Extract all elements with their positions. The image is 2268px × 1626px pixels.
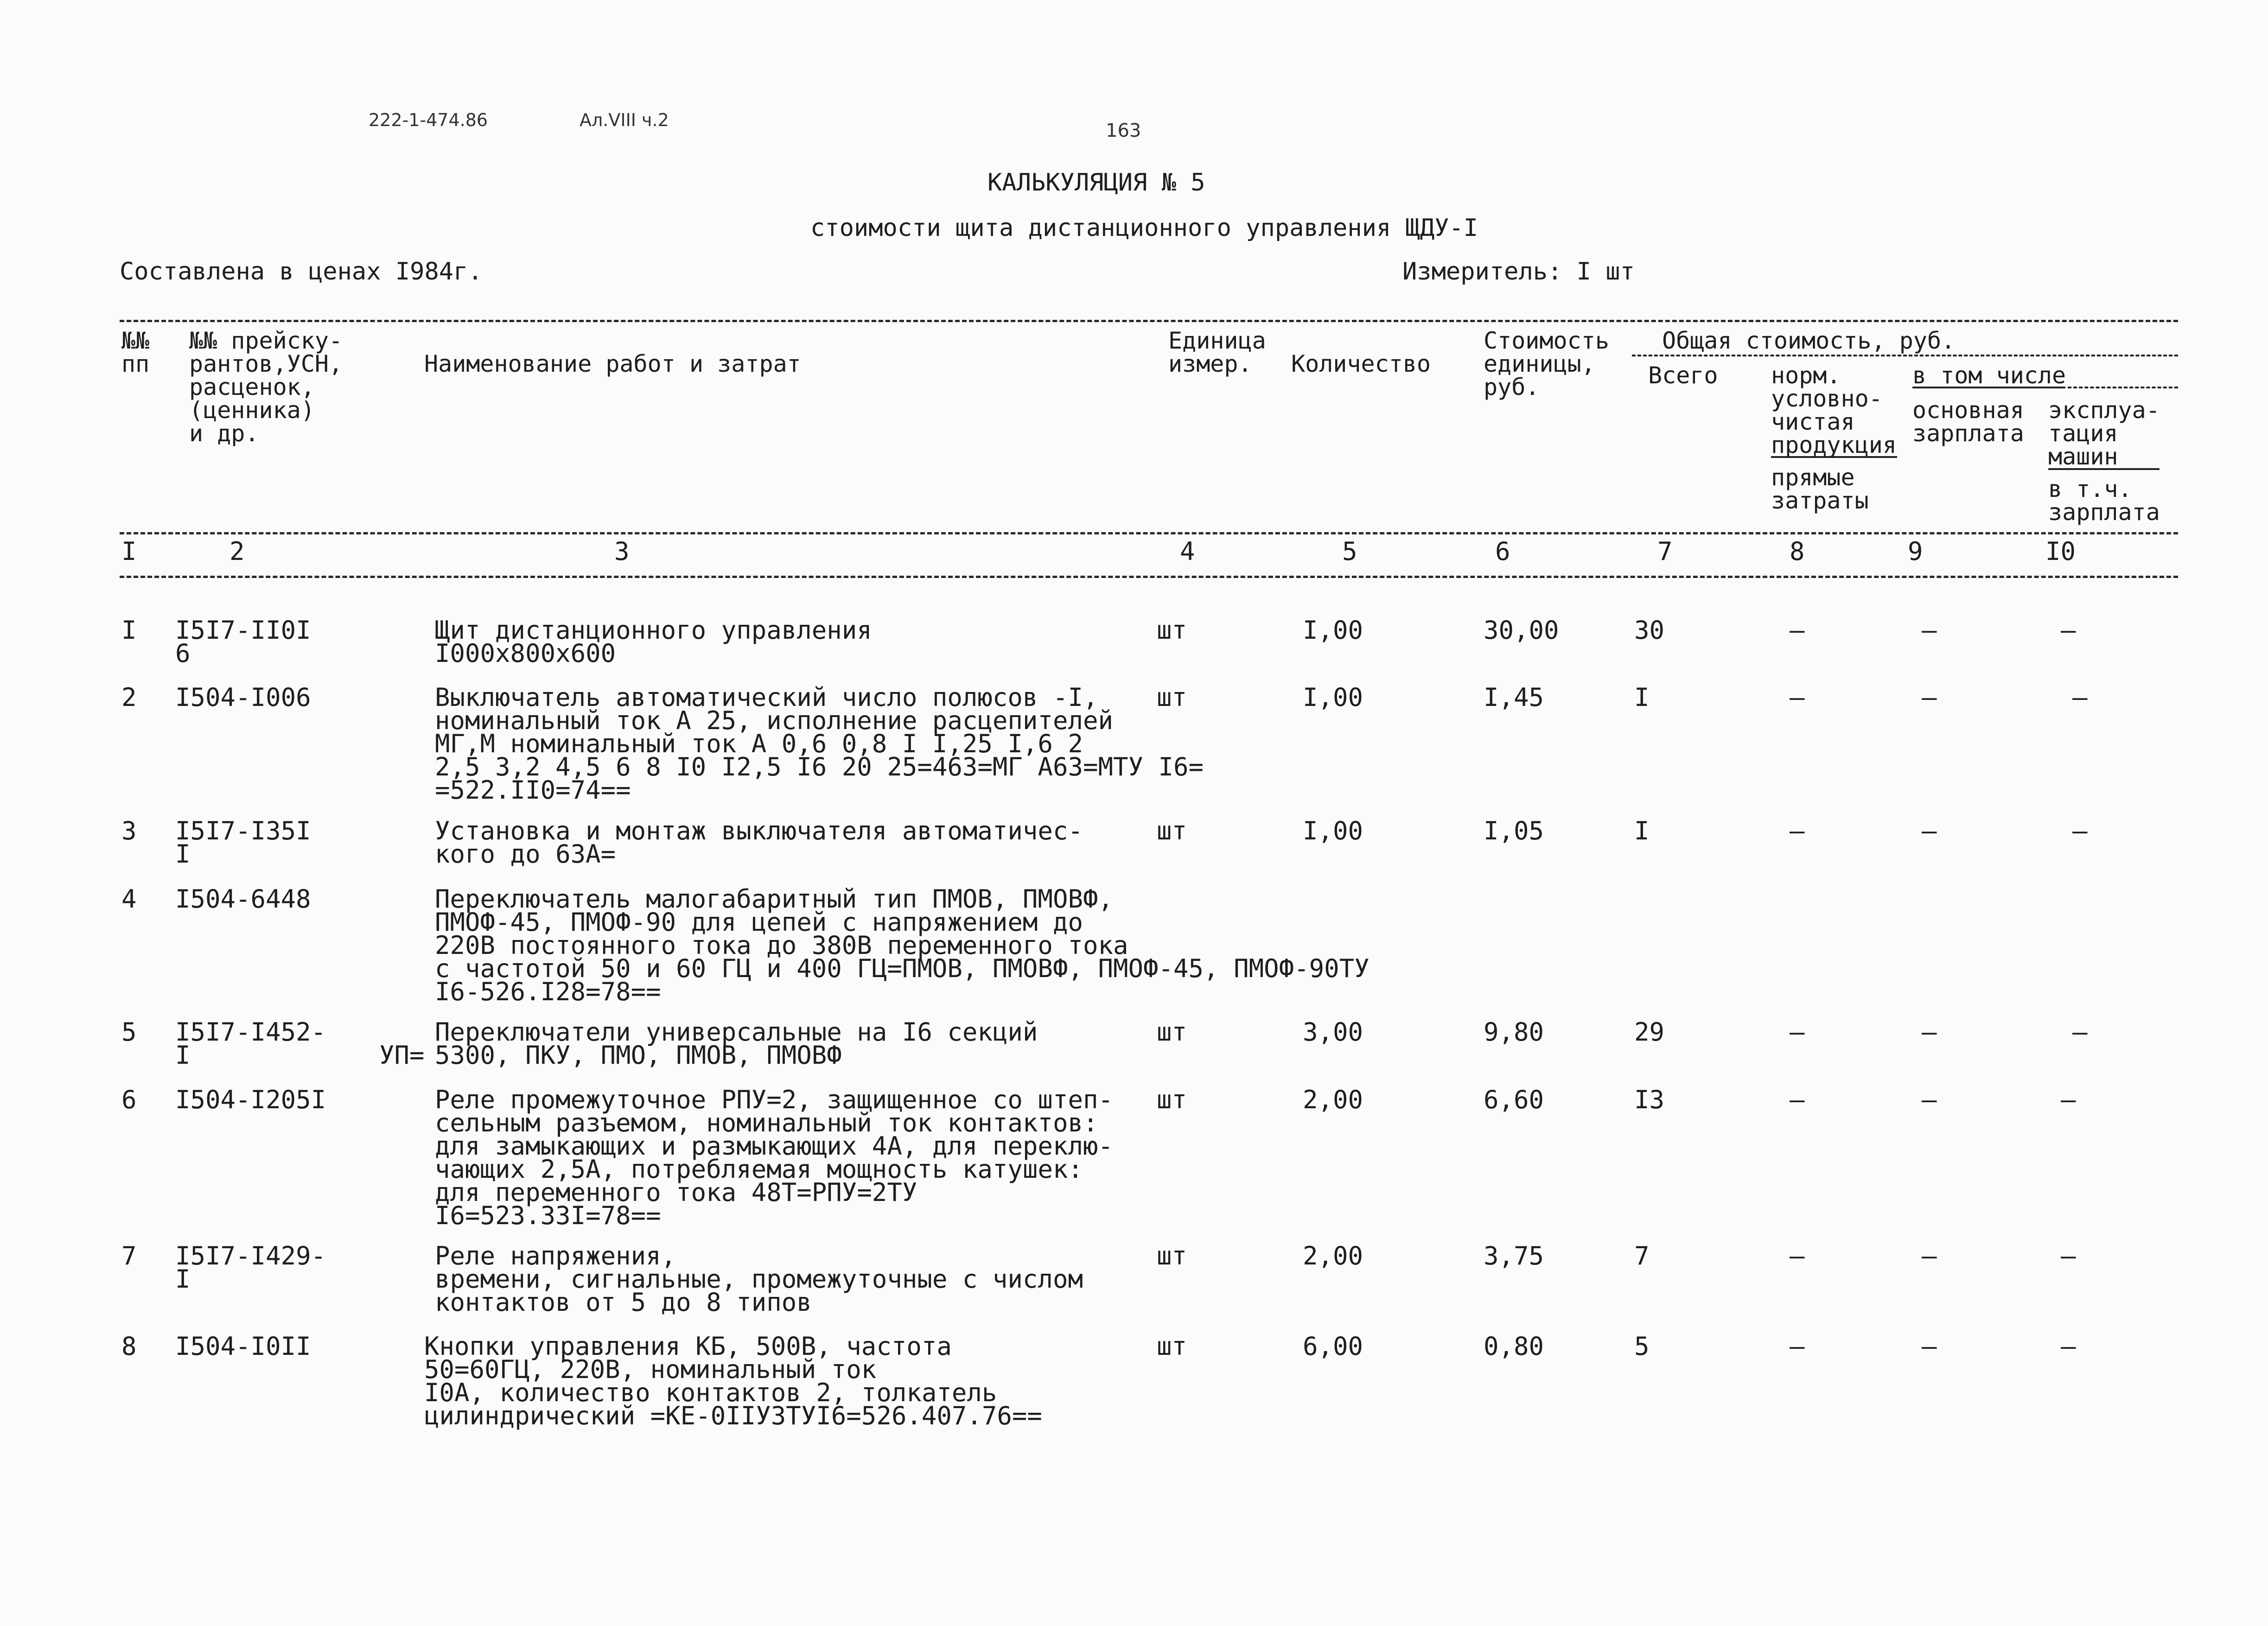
page-number: 163 <box>1106 120 1141 141</box>
row-number: 5 <box>121 1017 137 1047</box>
header-total-cost: Общая стоимость, руб. <box>1662 327 1956 354</box>
column-number: 2 <box>229 537 245 566</box>
unit-price: 0,80 <box>1484 1332 1544 1361</box>
row-number: 7 <box>121 1241 137 1270</box>
column-number: 8 <box>1790 537 1805 566</box>
work-name: Кнопки управления КБ, 500В, частота 50=60ГЦ, 220В, номинальный ток I0А, количество контактов 2, толкатель цилиндрический =КЕ-0IIУ3ТУI6=526.407.76== <box>424 1332 1042 1430</box>
document-subtitle: стоимости щита дистанционного управления ЩДУ-I <box>810 214 1478 242</box>
header-machine-wages: в т.ч. зарплата <box>2048 476 2160 526</box>
table-top-rule <box>120 320 2178 322</box>
including-rule <box>2068 387 2178 388</box>
including-underline <box>1912 387 2065 388</box>
quantity: 2,00 <box>1303 1085 1363 1114</box>
unit: шт <box>1157 616 1187 645</box>
unit: шт <box>1157 1241 1187 1270</box>
machine-operation: – <box>2061 616 2076 645</box>
row-number: 8 <box>121 1332 137 1361</box>
quantity: 3,00 <box>1303 1017 1363 1047</box>
quantity: 6,00 <box>1303 1332 1363 1361</box>
quantity: I,00 <box>1303 816 1363 845</box>
machine-operation: – <box>2072 816 2088 845</box>
norm-production: – <box>1790 1017 1805 1047</box>
base-wages: – <box>1922 683 1937 712</box>
quantity: 2,00 <box>1303 1241 1363 1270</box>
pricelist-code: I5I7-I429- I <box>175 1241 326 1294</box>
pricelist-code: I504-I006 <box>175 683 311 712</box>
pricelist-code: I5I7-II0I 6 <box>175 616 311 668</box>
header-total: Всего <box>1648 362 1718 389</box>
unit-price: I,05 <box>1484 816 1544 845</box>
document-heading: КАЛЬКУЛЯЦИЯ № 5 <box>987 169 1205 197</box>
total-cost: 5 <box>1634 1332 1650 1361</box>
column-number: 4 <box>1180 537 1195 566</box>
total-cost: 7 <box>1634 1241 1650 1270</box>
unit: шт <box>1157 683 1187 712</box>
header-including: в том числе <box>1912 362 2066 389</box>
header-norm-net-production: норм. условно- чистая продукция <box>1771 362 1897 458</box>
row-number: 6 <box>121 1085 137 1114</box>
base-wages: – <box>1922 1085 1937 1114</box>
total-cost: I3 <box>1634 1085 1665 1114</box>
pricelist-code: I5I7-I35I I <box>175 816 311 869</box>
unit: шт <box>1157 1017 1187 1047</box>
row-number: 4 <box>121 884 137 914</box>
column-number: 6 <box>1495 537 1510 566</box>
unit-price: 6,60 <box>1484 1085 1544 1114</box>
norm-production: – <box>1790 616 1805 645</box>
unit-price: 30,00 <box>1484 616 1559 645</box>
machine-operation: – <box>2061 1332 2076 1361</box>
header-quantity: Количество <box>1291 350 1431 377</box>
column-number: 5 <box>1342 537 1357 566</box>
unit: шт <box>1157 1085 1187 1114</box>
header-direct-costs: прямые затраты <box>1771 464 1869 514</box>
header-unit-price: Стоимость единицы, руб. <box>1484 327 1609 400</box>
total-cost: 29 <box>1634 1017 1665 1047</box>
header-bottom-rule <box>120 532 2178 534</box>
total-cost: 30 <box>1634 616 1665 645</box>
base-wages: – <box>1922 1332 1937 1361</box>
doc-code: 222-1-474.86 <box>369 110 488 130</box>
pricelist-code: I5I7-I452- I <box>175 1017 326 1070</box>
total-cost-rule <box>1632 355 2178 356</box>
base-wages: – <box>1922 1017 1937 1047</box>
unit: шт <box>1157 816 1187 845</box>
unit: шт <box>1157 1332 1187 1361</box>
unit-price: 3,75 <box>1484 1241 1544 1270</box>
work-name: Установка и монтаж выключателя автоматичес- кого до 63А= <box>435 816 1083 869</box>
row-number: 3 <box>121 816 137 845</box>
machine-operation: – <box>2061 1241 2076 1270</box>
column-number: I <box>121 537 137 566</box>
pricelist-code-suffix: УП= <box>379 1041 425 1070</box>
unit-price: I,45 <box>1484 683 1544 712</box>
pricelist-code: I504-6448 <box>175 884 311 914</box>
header-pricelist-codes: №№ прейску- рантов,УСН, расценок, (ценника) и др. <box>189 327 343 447</box>
column-number: 3 <box>614 537 630 566</box>
unit-price: 9,80 <box>1484 1017 1544 1047</box>
header-machine-operation: эксплуа- тация машин <box>2048 397 2160 470</box>
work-name: Щит дистанционного управления I000x800x600 <box>435 616 872 668</box>
column-number: 9 <box>1908 537 1923 566</box>
base-wages: – <box>1922 1241 1937 1270</box>
base-wages: – <box>1922 616 1937 645</box>
work-name: Выключатель автоматический число полюсов -I, номинальный ток А 25, исполнение расцепителей МГ,М номинальный ток А 0,6 0,8 I I,25 I,6 2 2,5 3,2 4,5 6 8 I0 I2,5 I6 20 25=463=МГ А63=МТУ I6= =522.II0=74== <box>435 683 1204 805</box>
base-wages: – <box>1922 816 1937 845</box>
pricelist-code: I504-I0II <box>175 1332 311 1361</box>
header-work-name: Наименование работ и затрат <box>424 350 801 377</box>
work-name: Реле промежуточное РПУ=2, защищенное со штеп- сельным разъемом, номинальный ток контактов: для замыкающих и размыкающих 4А, для переклю- чающих 2,5А, потребляемая мощность катушек: для переменного тока 48Т=РПУ=2ТУ I6=523.33I=78== <box>435 1085 1113 1230</box>
norm-production: – <box>1790 683 1805 712</box>
norm-production: – <box>1790 1241 1805 1270</box>
norm-production: – <box>1790 816 1805 845</box>
work-name: Переключатели универсальные на I6 секций 5300, ПКУ, ПМО, ПМОВ, ПМОВФ <box>435 1017 1038 1070</box>
header-unit: Единица измер. <box>1168 327 1266 377</box>
machine-operation: – <box>2072 683 2088 712</box>
prices-basis: Составлена в ценах I984г. <box>120 258 483 286</box>
norm-production: – <box>1790 1085 1805 1114</box>
norm-production: – <box>1790 1332 1805 1361</box>
total-cost: I <box>1634 683 1650 712</box>
work-name: Реле напряжения, времени, сигнальные, промежуточные с числом контактов от 5 до 8 типов <box>435 1241 1083 1317</box>
norm-production-underline <box>1771 456 1897 458</box>
quantity: I,00 <box>1303 683 1363 712</box>
machine-operation: – <box>2061 1085 2076 1114</box>
quantity: I,00 <box>1303 616 1363 645</box>
machine-operation: – <box>2072 1017 2088 1047</box>
column-number: I0 <box>2045 537 2076 566</box>
total-cost: I <box>1634 816 1650 845</box>
unit-of-measure: Измеритель: I шт <box>1402 258 1635 286</box>
header-row-number: №№ пп <box>121 327 150 377</box>
column-number-rule <box>120 576 2178 578</box>
row-number: 2 <box>121 683 137 712</box>
pricelist-code: I504-I205I <box>175 1085 326 1114</box>
column-number: 7 <box>1657 537 1673 566</box>
album-ref: Ал.VIII ч.2 <box>580 110 669 130</box>
machine-operation-underline <box>2048 468 2160 470</box>
work-name: Переключатель малогабаритный тип ПМОВ, ПМОВФ, ПМОФ-45, ПМОФ-90 для цепей с напряжением до 220В постоянного тока до 380В переменного тока с частотой 50 и 60 ГЦ и 400 ГЦ=ПМОВ, ПМОВФ, ПМОФ-45, ПМОФ-90ТУ I6-526.I28=78== <box>435 884 1370 1006</box>
row-number: I <box>121 616 137 645</box>
header-base-wages: основная зарплата <box>1912 397 2024 447</box>
